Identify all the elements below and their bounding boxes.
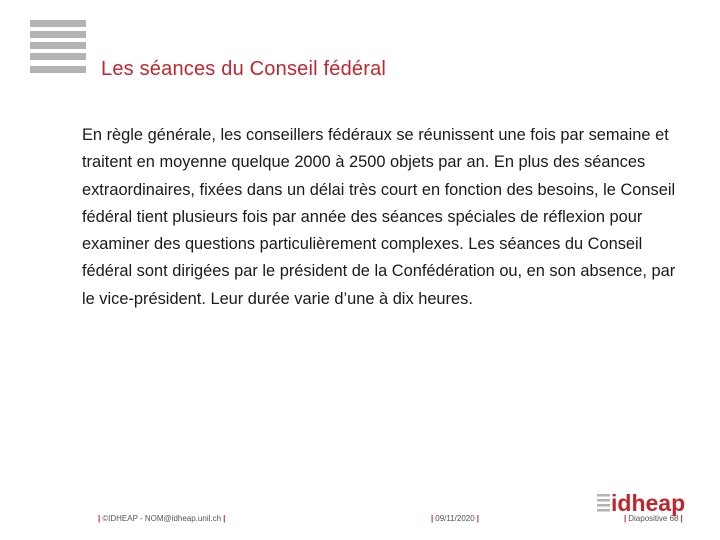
- footer-date: 09/11/2020: [435, 514, 475, 523]
- footer-separator: |: [680, 514, 683, 523]
- slide-title: Les séances du Conseil fédéral: [101, 58, 387, 80]
- header-bar: [30, 31, 86, 38]
- footer-center: [429, 514, 481, 523]
- footer-separator: |: [624, 514, 627, 523]
- slide-body-text: En règle générale, les conseillers fédéraux se réunissent une fois par semaine et traitent en moyenne quelque 2000 à 2500 objets par an. En plus des séances extraordinaires, fixées dans un délai très court en fonction des besoins, le Conseil fédéral tient plusieurs fois par année des séances spéciales de réflexion pour examiner des questions particulièrement complexes. Les séances du Conseil fédéral sont dirigées par le président de la Confédération ou, en son absence, par le vice-président. Leur durée varie d’une à dix heures.: [82, 126, 676, 308]
- logo-text: idheap: [611, 490, 686, 516]
- header-bar: [30, 20, 86, 27]
- idheap-logo: [597, 484, 689, 518]
- footer-left: [96, 514, 227, 523]
- header-bar: [30, 66, 86, 73]
- header-bar: [30, 53, 86, 60]
- footer-slide-number: Diapositive 68: [628, 514, 679, 523]
- footer-separator: |: [98, 514, 101, 523]
- footer-separator: |: [431, 514, 434, 523]
- footer-separator: |: [223, 514, 226, 523]
- header-bar: [30, 42, 86, 49]
- footer-copyright: ©IDHEAP - NOM@idheap.unil.ch: [102, 514, 222, 523]
- footer-separator: |: [476, 514, 479, 523]
